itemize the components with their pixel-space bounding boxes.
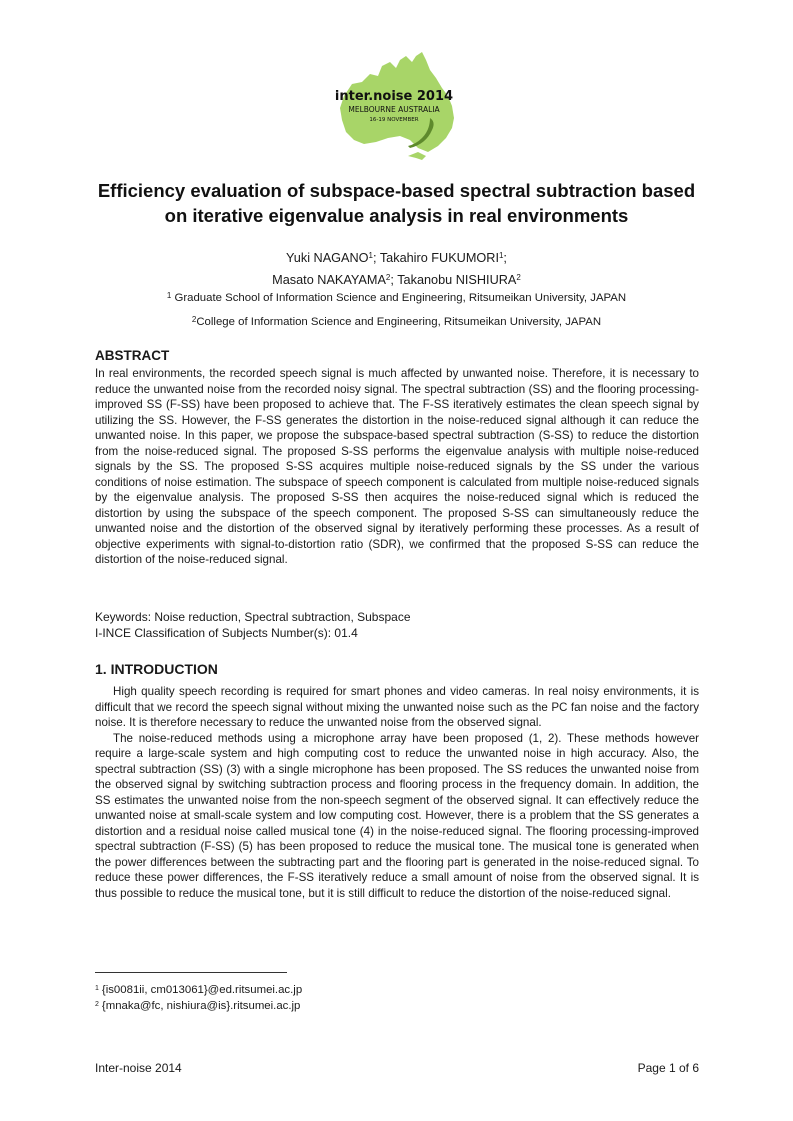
abstract-body: In real environments, the recorded speech signal is much affected by unwanted noise. Therefore, it is necessary to reduce the unwanted noise from the recorded noisy signal. The spectral subtraction (SS) and the flooring processing-improved SS (F-SS) have been proposed to achieve that. The F-SS iteratively estimates the clean speech signal by utilizing the SS. However, the F-SS generates the distortion in the noise-reduced signal although it can reduce the unwanted noise. In this paper, we propose the subspace-based spectral subtraction (S-SS) to reduce the distortion from the noise-reduced signal. The proposed S-SS performs the eigenvalue analysis with multiple noise-reduced signals by the SS. The proposed S-SS acquires multiple noise-reduced signals by the SS under the various conditions of noise estimation. The subspace of speech component is calculated from multiple noise-reduced signals by the eigenvalue analysis. The proposed S-SS then acquires the noise-reduced signal which is reduced the distortion by using the subspace of the speech component. The proposed S-SS can simultaneously reduce the unwanted noise and the distortion of the observed signal by iteratively performing these processes. As a result of objective experiments with signal-to-distortion ratio (SDR), we confirmed that the proposed S-SS can reduce the distortion of the noise-reduced signal. (95, 367, 699, 566)
logo-location-text: MELBOURNE AUSTRALIA (348, 105, 440, 114)
affiliation-2: $^2$College of Information Science and Engineering, Ritsumeikan University, JAPAN (191, 315, 602, 328)
footnote-divider (95, 972, 287, 973)
footer-conference: Inter-noise 2014 (95, 1061, 182, 1075)
paper-title (60, 178, 733, 228)
logo-title-text: inter.noise 2014 (334, 89, 454, 104)
author-line-1: Yuki NAGANO$^1$; Takahiro FUKUMORI$^1$; (286, 251, 507, 265)
abstract-heading: ABSTRACT (95, 348, 170, 363)
australia-map-logo-icon (326, 48, 466, 166)
conference-logo (326, 48, 466, 166)
introduction-body (95, 684, 699, 901)
footnote-2: $^2$ {mnaka@fc, nishiura@is}.ritsumei.ac.jp (95, 1000, 301, 1012)
title-line-2: on iterative eigenvalue analysis in real environments (164, 205, 629, 226)
footer-page-number: Page 1 of 6 (637, 1061, 699, 1075)
keywords: Keywords: Noise reduction, Spectral subtraction, Subspace (95, 610, 411, 624)
introduction-paragraph: The noise-reduced methods using a microphone array have been proposed (1, 2). These methods however require a large-scale system and high computing cost to reduce the unwanted noise in high accuracy. Also, the spectral subtraction (SS) (3) with a single microphone has been proposed. The SS reduces the unwanted noise from the observed signal by switching subtraction process and flooring process in the frequency domain. In addition, the SS estimates the unwanted noise from the non-speech segment of the observed signal. It can effectively reduce the unwanted noise at small-scale system and low computing cost. However, there is a problem that the SS generates a distortion and a residual noise called musical tone (4) in the noise-reduced signal. The flooring processing-improved spectral subtraction (F-SS) (5) has been proposed to reduce the musical tone. The musical tone is generated when the power differences between the subtracting part and the flooring part is generated in the noise-reduced signal. To reduce these power differences, the F-SS iteratively reduce a small amount of noise from the observed signal. It is thus possible to reduce the musical tone, but it is still difficult to reduce the distortion of the noise-reduced signal. (95, 731, 699, 900)
affiliation-1: $^1$ Graduate School of Information Science and Engineering, Ritsumeikan University, JAPAN (166, 291, 627, 304)
author-list (60, 247, 733, 291)
author-line-2: Masato NAKAYAMA$^2$; Takanobu NISHIURA$^2$ (272, 273, 521, 287)
introduction-paragraph: High quality speech recording is required for smart phones and video cameras. In real noisy environments, it is difficult that we record the speech signal without mixing the unwanted noise such as the PC fan noise and the factory noise. It is therefore necessary to reduce the unwanted noise from the observed signal. (95, 685, 699, 729)
title-line-1: Efficiency evaluation of subspace-based spectral subtraction based (97, 180, 696, 201)
footnote-1: $^1$ {is0081ii, cm013061}@ed.ritsumei.ac.jp (95, 984, 303, 996)
logo-date-text: 16-19 NOVEMBER (369, 117, 419, 123)
introduction-heading: 1. INTRODUCTION (95, 661, 218, 677)
classification: I-INCE Classification of Subjects Number(s): 01.4 (95, 626, 358, 640)
